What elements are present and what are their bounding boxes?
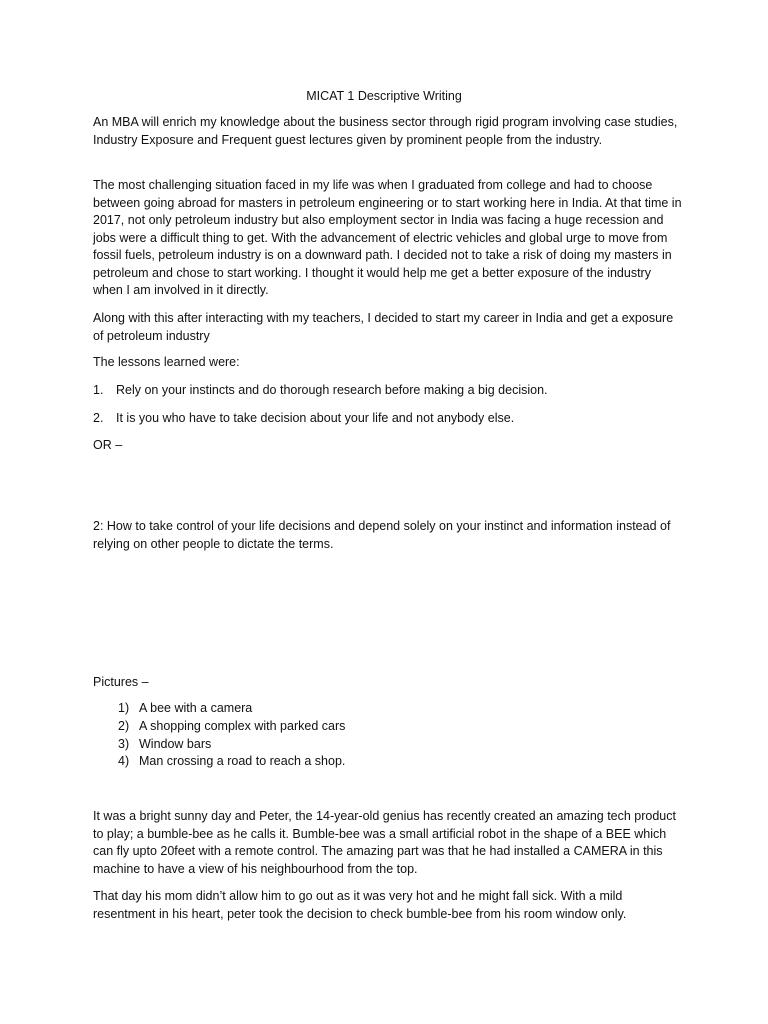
document-title: MICAT 1 Descriptive Writing	[306, 89, 462, 103]
paragraph-lessons-heading: The lessons learned were:	[93, 355, 240, 369]
pictures-list	[118, 700, 678, 771]
list-item	[118, 700, 678, 718]
pictures-heading: Pictures –	[93, 675, 149, 689]
list-item	[93, 410, 683, 428]
list-item-text: It is you who have to take decision about your life and not anybody else.	[116, 410, 515, 425]
list-item	[93, 382, 683, 400]
paragraph-challenge: The most challenging situation faced in my life was when I graduated from college and had to choose between going abroad for masters in petroleum engineering or to start working here in India. At that time in 2017, not only petroleum industry but also employment sector in India was facing a huge recession and jobs were a difficult thing to get. With the advancement of electric vehicles and global urge to move from fossil fuels, petroleum industry is on a downward path. I decided not to take a risk of doing my masters in petroleum and chose to start working. I thought it would help me get a better exposure of the industry when I am involved in it directly.	[93, 178, 682, 297]
list-item-text: Window bars	[139, 736, 212, 751]
list-item-text: A shopping complex with parked cars	[139, 718, 346, 733]
list-number: 2.	[93, 410, 104, 425]
list-item	[118, 753, 678, 771]
paragraph-control: 2: How to take control of your life decisions and depend solely on your instinct and information instead of relying on other people to dictate the terms.	[93, 519, 671, 551]
list-number: 1.	[93, 383, 104, 397]
paragraph-career: Along with this after interacting with my teachers, I decided to start my career in India and get a exposure of petroleum industry	[93, 311, 674, 343]
list-number: 4)	[118, 754, 130, 769]
list-item-text: A bee with a camera	[139, 701, 253, 715]
paragraph-mba: An MBA will enrich my knowledge about the business sector through rigid program involving case studies, Industry Exposure and Frequent guest lectures given by prominent people from the industry.	[93, 115, 678, 147]
list-item-text: Rely on your instincts and do thorough research before making a big decision.	[116, 383, 548, 397]
list-item	[118, 718, 678, 736]
paragraph-story-intro: It was a bright sunny day and Peter, the 14-year-old genius has recently created an amazing tech product to play; a bumble-bee as he calls it. Bumble-bee was a small artificial robot in the shape of a BEE which can fly upto 20feet with a remote control. The amazing part was that he had installed a CAMERA in this machine to have a view of his neighbourhood from the top.	[93, 809, 676, 876]
list-number: 3)	[118, 736, 130, 751]
list-number: 1)	[118, 701, 130, 715]
list-item	[118, 736, 678, 754]
list-number: 2)	[118, 718, 130, 733]
paragraph-story-continued: That day his mom didn’t allow him to go out as it was very hot and he might fall sick. With a mild resentment in his heart, peter took the decision to check bumble-bee from his room window only.	[93, 889, 627, 921]
paragraph-or: OR –	[93, 438, 123, 452]
list-item-text: Man crossing a road to reach a shop.	[139, 754, 346, 769]
lessons-list	[93, 382, 683, 427]
